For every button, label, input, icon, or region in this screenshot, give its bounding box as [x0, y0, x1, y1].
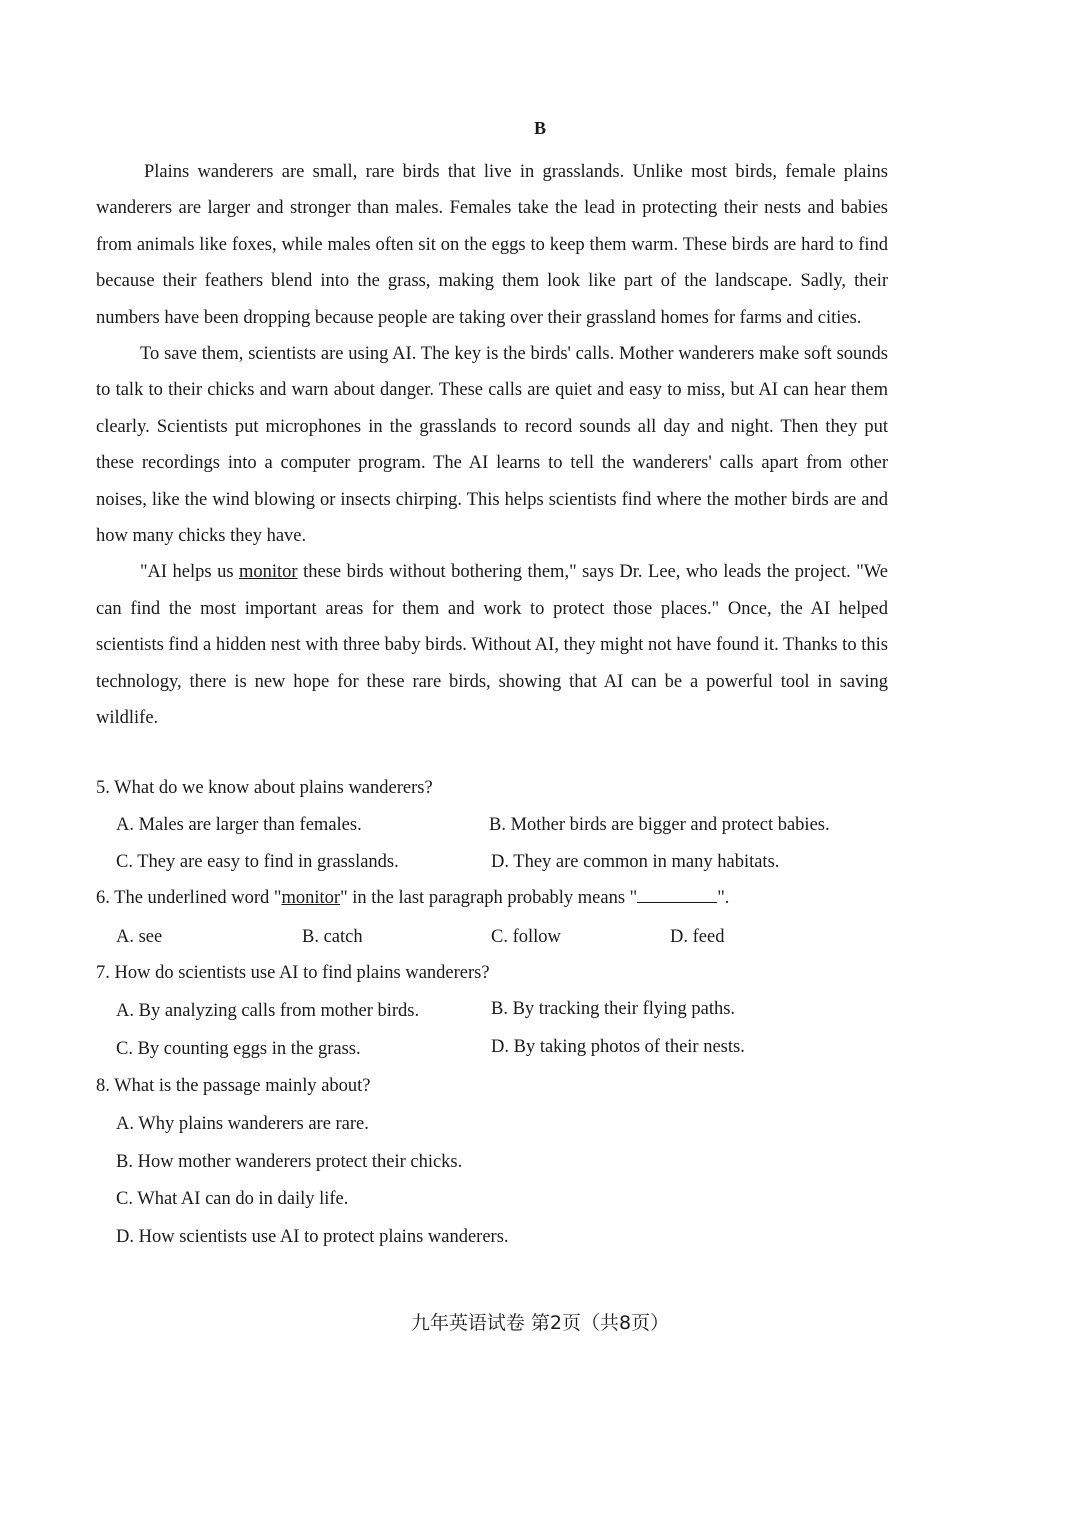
underlined-word-monitor: monitor — [239, 562, 298, 583]
q6-option-d: D. feed — [670, 927, 725, 947]
q7-option-a: A. By analyzing calls from mother birds. — [116, 1001, 420, 1021]
q6-text-end: ". — [717, 888, 730, 908]
paragraph-3-rest: these birds without bothering them," says Dr. Lee, who leads the project. "We can find the most important areas for them and work to protect those places." Once, the AI helped scientists find a hidden nest with three baby birds. Without AI, they might not have found it. Thanks to this technology, there is new hope for these rare birds, showing that AI can be a powerful tool in saving wildlife. — [96, 562, 888, 729]
q5-option-a: A. Males are larger than females. — [116, 815, 362, 835]
q5-option-d: D. They are common in many habitats. — [491, 852, 780, 872]
paragraph-3-start: "AI helps us — [140, 562, 240, 583]
reading-passage — [96, 154, 888, 737]
q7-option-b: B. By tracking their flying paths. — [491, 999, 736, 1019]
q7-option-d: D. By taking photos of their nests. — [491, 1037, 745, 1057]
q6-option-c: C. follow — [491, 927, 561, 947]
q5-option-b: B. Mother birds are bigger and protect babies. — [489, 815, 830, 835]
q6-text-middle: " in the last paragraph probably means " — [340, 888, 638, 908]
question-8: 8. What is the passage mainly about? — [96, 1076, 371, 1096]
answer-blank — [637, 886, 717, 903]
q8-option-c: C. What AI can do in daily life. — [116, 1189, 349, 1209]
question-7: 7. How do scientists use AI to find plains wanderers? — [96, 963, 490, 983]
passage-paragraph-3 — [96, 554, 888, 736]
passage-paragraph-1: Plains wanderers are small, rare birds that live in grasslands. Unlike most birds, female plains wanderers are larger and stronger than males. Females take the lead in protecting their nests and babies from animals like foxes, while males often sit on the eggs to keep them warm. These birds are hard to find because their feathers blend into the grass, making them look like part of the landscape. Sadly, their numbers have been dropping because people are taking over their grassland homes for farms and cities. — [96, 162, 888, 328]
q8-option-b: B. How mother wanderers protect their chicks. — [116, 1152, 463, 1172]
q6-option-b: B. catch — [302, 927, 363, 947]
page-footer: 九年英语试卷 第2页（共8页） — [410, 1312, 670, 1334]
q6-underlined-word: monitor — [281, 888, 341, 908]
passage-paragraph-2: To save them, scientists are using AI. The key is the birds' calls. Mother wanderers make soft sounds to talk to their chicks and warn about danger. These calls are quiet and easy to miss, but AI can hear them clearly. Scientists put microphones in the grasslands to record sounds all day and night. Then they put these recordings into a computer program. The AI learns to tell the wanderers' calls apart from other noises, like the wind blowing or insects chirping. This helps scientists find where the mother birds are and how many chicks they have. — [96, 344, 888, 547]
question-5: 5. What do we know about plains wanderers? — [96, 778, 433, 798]
q7-option-c: C. By counting eggs in the grass. — [116, 1039, 361, 1059]
q5-option-c: C. They are easy to find in grasslands. — [116, 852, 399, 872]
section-heading: B — [533, 118, 546, 138]
q8-option-d: D. How scientists use AI to protect plains wanderers. — [116, 1227, 509, 1247]
question-6 — [96, 886, 896, 910]
q8-option-a: A. Why plains wanderers are rare. — [116, 1114, 369, 1134]
q6-text-start: 6. The underlined word " — [96, 888, 282, 908]
q6-option-a: A. see — [116, 927, 163, 947]
